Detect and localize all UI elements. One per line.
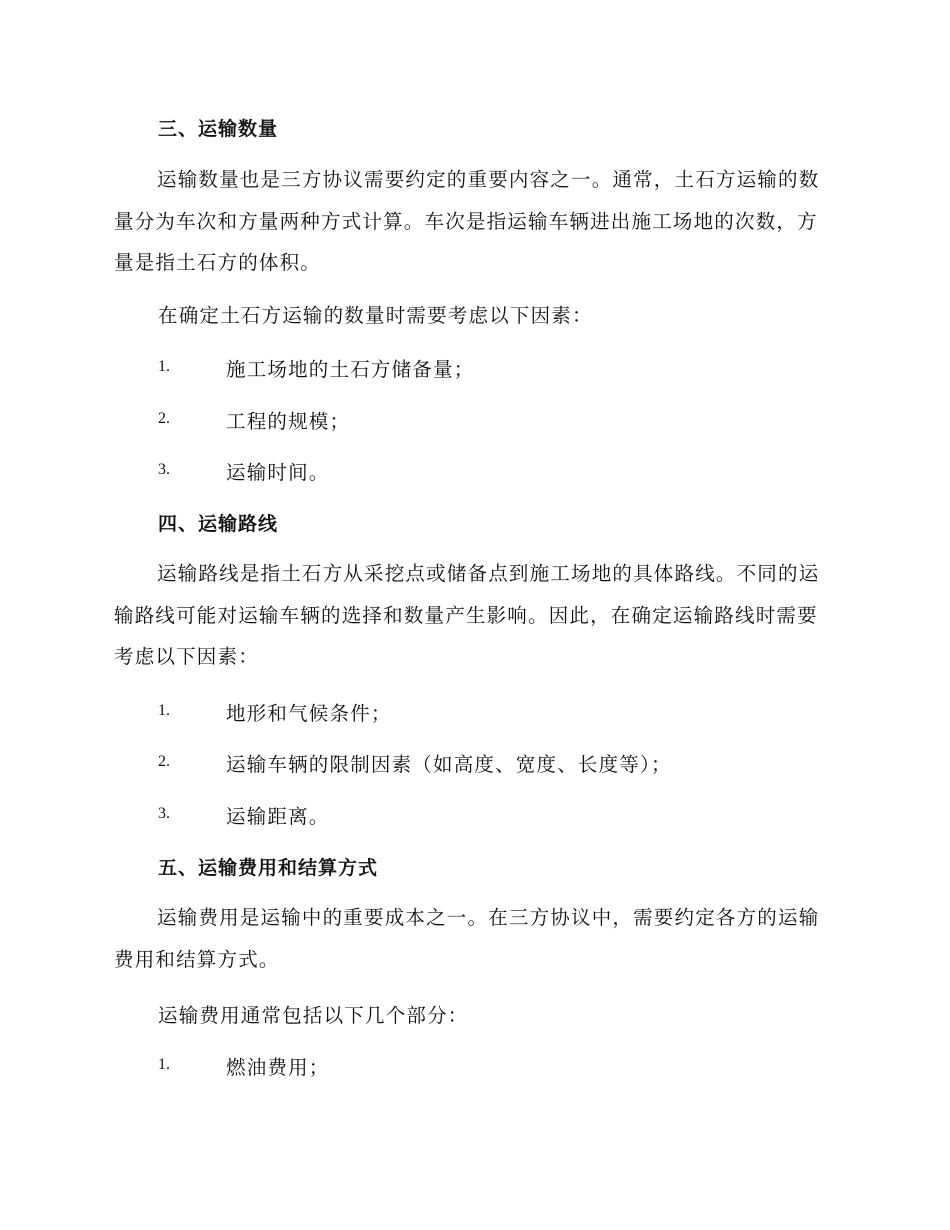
list-number: 3. [158, 461, 170, 478]
list-number: 1. [158, 1056, 170, 1073]
list-text: 运输车辆的限制因素（如高度、宽度、长度等）； [226, 753, 672, 776]
list-text: 运输距离。 [226, 805, 330, 828]
list-number: 2. [158, 753, 170, 770]
list-item [0, 801, 950, 829]
list-item [0, 698, 950, 726]
list-item [0, 1052, 950, 1080]
section-4-heading: 四、运输路线 [158, 513, 279, 535]
list-item [0, 406, 950, 434]
list-text: 地形和气候条件； [226, 702, 392, 725]
list-text: 运输时间。 [226, 461, 330, 484]
list-number: 1. [158, 702, 170, 719]
section-3-heading: 三、运输数量 [158, 118, 279, 140]
list-number: 1. [158, 358, 170, 375]
list-item [0, 749, 950, 777]
section-5-paragraph: 运输费用是运输中的重要成本之一。在三方协议中，需要约定各方的运输费用和结算方式。 [114, 906, 820, 971]
section-5-heading: 五、运输费用和结算方式 [158, 857, 379, 879]
list-text: 燃油费用； [226, 1056, 330, 1079]
list-text: 工程的规模； [226, 410, 351, 433]
list-number: 2. [158, 410, 170, 427]
list-number: 3. [158, 805, 170, 822]
section-3-lead: 在确定土石方运输的数量时需要考虑以下因素： [158, 304, 593, 327]
section-3-paragraph: 运输数量也是三方协议需要约定的重要内容之一。通常，土石方运输的数量分为车次和方量两种方式计算。车次是指运输车辆进出施工场地的次数，方量是指土石方的体积。 [114, 168, 820, 274]
section-4-paragraph: 运输路线是指土石方从采挖点或储备点到施工场地的具体路线。不同的运输路线可能对运输车辆的选择和数量产生影响。因此，在确定运输路线时需要考虑以下因素： [114, 562, 820, 668]
list-item [0, 354, 950, 382]
list-text: 施工场地的土石方储备量； [226, 358, 475, 381]
section-5-lead: 运输费用通常包括以下几个部分： [158, 1004, 469, 1027]
list-item [0, 457, 950, 485]
